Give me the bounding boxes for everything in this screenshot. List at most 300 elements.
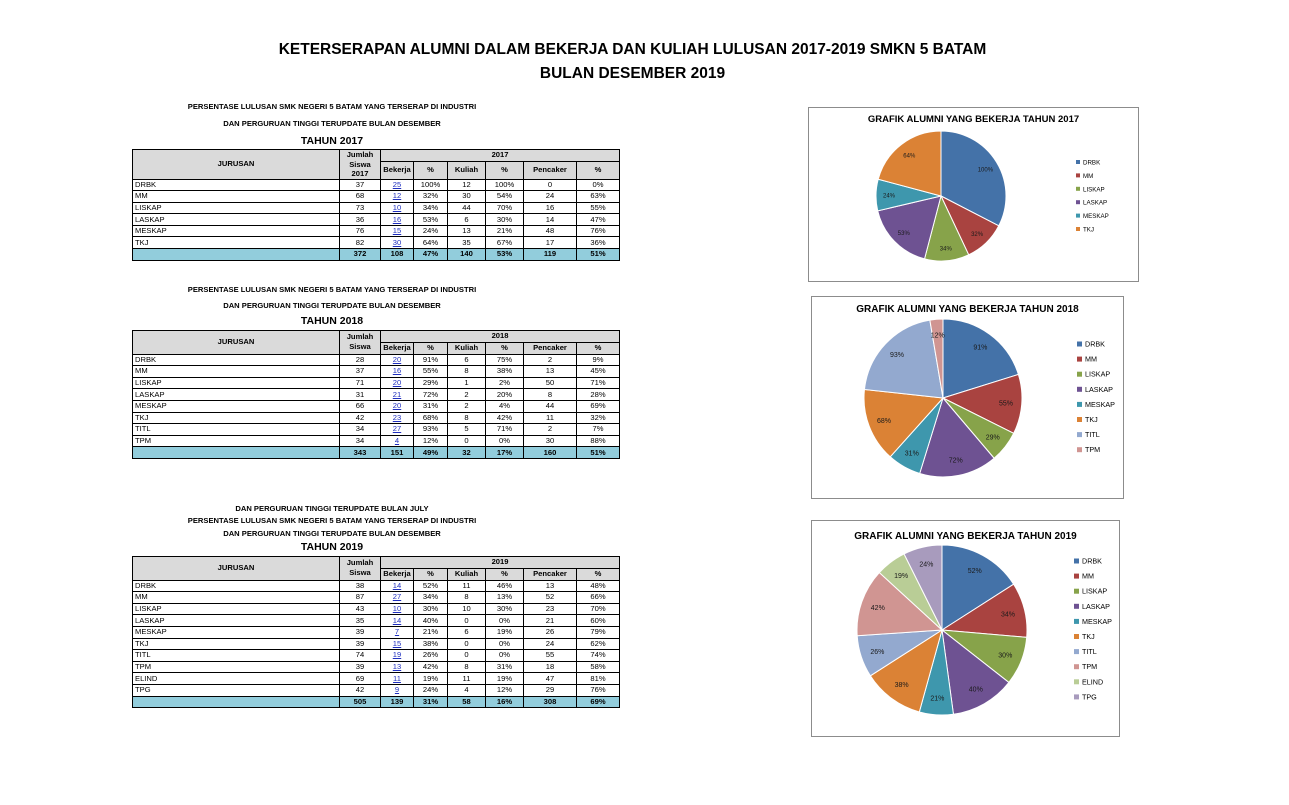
legend-swatch — [1076, 160, 1080, 164]
col-header-pct-bekerja: % — [414, 568, 448, 580]
table-row — [133, 412, 620, 424]
total-kuliah-cell: 140 — [448, 249, 486, 261]
table-row — [133, 638, 620, 650]
kuliah-cell: 0 — [448, 615, 486, 627]
table-header-row — [133, 331, 620, 343]
table-2019 — [132, 556, 620, 708]
jumlah-cell: 42 — [340, 684, 381, 696]
kuliah-cell: 6 — [448, 354, 486, 366]
jurusan-cell: DRBK — [133, 354, 340, 366]
pencaker-cell: 14 — [524, 214, 577, 226]
pct-kuliah-cell: 30% — [486, 603, 524, 615]
col-header-pct-pencaker: % — [577, 342, 620, 354]
section-2018-subtitle-1: PERSENTASE LULUSAN SMK NEGERI 5 BATAM YANG TERSERAP DI INDUSTRI — [187, 285, 477, 294]
table-row — [133, 580, 620, 592]
col-header-jumlah: Jumlah Siswa — [340, 331, 381, 355]
bekerja-link[interactable]: 11 — [381, 673, 414, 685]
kuliah-cell: 0 — [448, 638, 486, 650]
pie-slice-label: 24% — [882, 193, 896, 200]
pencaker-cell: 13 — [524, 580, 577, 592]
jumlah-cell: 66 — [340, 400, 381, 412]
total-bekerja-cell: 139 — [381, 696, 414, 708]
pie-slice-label: 91% — [973, 344, 988, 352]
pct-bekerja-cell: 52% — [414, 580, 448, 592]
legend-label: TPM — [1082, 662, 1098, 672]
jurusan-cell: MM — [133, 366, 340, 378]
page-title: KETERSERAPAN ALUMNI DALAM BEKERJA DAN KULIAH LULUSAN 2017-2019 SMKN 5 BATAM — [278, 41, 987, 58]
kuliah-cell: 4 — [448, 684, 486, 696]
jurusan-cell: LASKAP — [133, 214, 340, 226]
pct-kuliah-cell: 2% — [486, 377, 524, 389]
pct-kuliah-cell: 46% — [486, 580, 524, 592]
jumlah-cell: 36 — [340, 214, 381, 226]
legend-label: TKJ — [1085, 415, 1098, 424]
total-label-cell — [133, 249, 340, 261]
legend-label: LASKAP — [1083, 199, 1108, 207]
bekerja-link[interactable]: 16 — [381, 366, 414, 378]
jumlah-cell: 82 — [340, 237, 381, 249]
total-kuliah-cell: 58 — [448, 696, 486, 708]
jumlah-cell: 28 — [340, 354, 381, 366]
jumlah-cell: 43 — [340, 603, 381, 615]
pencaker-cell: 26 — [524, 626, 577, 638]
jumlah-cell: 35 — [340, 615, 381, 627]
jurusan-cell: TITL — [133, 424, 340, 436]
pct-pencaker-cell: 32% — [577, 412, 620, 424]
pie-slice-label: 30% — [998, 652, 1013, 660]
bekerja-link[interactable]: 20 — [381, 354, 414, 366]
jumlah-cell: 68 — [340, 191, 381, 203]
pencaker-cell: 50 — [524, 377, 577, 389]
table-row — [133, 650, 620, 662]
bekerja-link[interactable]: 30 — [381, 237, 414, 249]
pie-slice-label: 72% — [948, 457, 963, 465]
col-header-kuliah: Kuliah — [448, 161, 486, 179]
jumlah-cell: 39 — [340, 661, 381, 673]
jumlah-cell: 39 — [340, 638, 381, 650]
total-jumlah-cell: 505 — [340, 696, 381, 708]
pct-pencaker-cell: 66% — [577, 592, 620, 604]
pct-pencaker-cell: 45% — [577, 366, 620, 378]
col-header-pencaker: Pencaker — [524, 342, 577, 354]
bekerja-link[interactable]: 9 — [381, 684, 414, 696]
col-header-kuliah: Kuliah — [448, 342, 486, 354]
legend-swatch — [1074, 574, 1079, 579]
jurusan-cell: TKJ — [133, 412, 340, 424]
pie-slice-label: 12% — [930, 332, 945, 340]
bekerja-link[interactable]: 7 — [381, 626, 414, 638]
section-2017-year: TAHUN 2017 — [300, 135, 364, 147]
pct-bekerja-cell: 38% — [414, 638, 448, 650]
bekerja-link[interactable]: 14 — [381, 580, 414, 592]
pencaker-cell: 2 — [524, 354, 577, 366]
pencaker-cell: 44 — [524, 400, 577, 412]
jurusan-cell: LASKAP — [133, 389, 340, 401]
section-2019-subtitle-2: DAN PERGURUAN TINGGI TERUPDATE BULAN DESEMBER — [223, 529, 441, 538]
pie-slice-label: 100% — [977, 167, 994, 174]
pct-kuliah-cell: 38% — [486, 366, 524, 378]
kuliah-cell: 8 — [448, 661, 486, 673]
pct-pencaker-cell: 55% — [577, 202, 620, 214]
pct-bekerja-cell: 64% — [414, 237, 448, 249]
table-header-row — [133, 150, 620, 162]
chart-title: GRAFIK ALUMNI YANG BEKERJA TAHUN 2017 — [867, 114, 1080, 125]
pie-slice-label: 52% — [967, 567, 982, 575]
col-header-bekerja: Bekerja — [381, 568, 414, 580]
jurusan-cell: LISKAP — [133, 603, 340, 615]
table-row — [133, 389, 620, 401]
legend-swatch — [1077, 357, 1082, 362]
legend-label: ELIND — [1082, 677, 1104, 687]
pct-kuliah-cell: 21% — [486, 225, 524, 237]
legend-swatch — [1077, 432, 1082, 437]
col-header-bekerja: Bekerja — [381, 161, 414, 179]
bekerja-link[interactable]: 13 — [381, 661, 414, 673]
pencaker-cell: 30 — [524, 435, 577, 447]
pct-bekerja-cell: 42% — [414, 661, 448, 673]
table-row — [133, 225, 620, 237]
pie-slice-label: 19% — [894, 573, 909, 581]
pie-slice-label: 53% — [897, 230, 910, 237]
kuliah-cell: 6 — [448, 626, 486, 638]
pencaker-cell: 47 — [524, 673, 577, 685]
pct-bekerja-cell: 34% — [414, 592, 448, 604]
pct-pencaker-cell: 71% — [577, 377, 620, 389]
legend-label: TPG — [1082, 692, 1097, 702]
table-2017 — [132, 149, 620, 261]
pct-kuliah-cell: 0% — [486, 615, 524, 627]
bekerja-link[interactable]: 12 — [381, 191, 414, 203]
pct-pencaker-cell: 69% — [577, 400, 620, 412]
table-row — [133, 377, 620, 389]
total-kuliah-cell: 32 — [448, 447, 486, 459]
jumlah-cell: 34 — [340, 424, 381, 436]
pct-kuliah-cell: 0% — [486, 638, 524, 650]
pct-kuliah-cell: 19% — [486, 626, 524, 638]
legend-label: LISKAP — [1085, 369, 1111, 379]
total-pct-pencaker-cell: 51% — [577, 447, 620, 459]
bekerja-link[interactable]: 15 — [381, 638, 414, 650]
pie-slice-label: 68% — [876, 418, 892, 426]
table-row — [133, 202, 620, 214]
legend-swatch — [1074, 679, 1079, 684]
table-row — [133, 400, 620, 412]
col-header-pct-pencaker: % — [577, 161, 620, 179]
pencaker-cell: 18 — [524, 661, 577, 673]
legend-swatch — [1077, 417, 1082, 422]
total-label-cell — [133, 696, 340, 708]
total-pct-bekerja-cell: 31% — [414, 696, 448, 708]
legend-label: DRBK — [1082, 556, 1102, 566]
pct-bekerja-cell: 93% — [414, 424, 448, 436]
kuliah-cell: 10 — [448, 603, 486, 615]
pie-slice-label: 32% — [971, 231, 984, 238]
jumlah-cell: 42 — [340, 412, 381, 424]
chart-title: GRAFIK ALUMNI YANG BEKERJA TAHUN 2019 — [854, 531, 1077, 542]
pct-kuliah-cell: 71% — [486, 424, 524, 436]
col-header-bekerja: Bekerja — [381, 342, 414, 354]
pct-bekerja-cell: 12% — [414, 435, 448, 447]
table-row — [133, 615, 620, 627]
col-header-year: 2017 — [381, 150, 620, 162]
kuliah-cell: 11 — [448, 580, 486, 592]
legend-label: LISKAP — [1083, 186, 1105, 194]
chart-title: GRAFIK ALUMNI YANG BEKERJA TAHUN 2018 — [856, 304, 1079, 315]
pct-pencaker-cell: 9% — [577, 354, 620, 366]
bekerja-link[interactable]: 10 — [381, 202, 414, 214]
col-header-kuliah: Kuliah — [448, 568, 486, 580]
legend-swatch — [1076, 173, 1080, 177]
col-header-pct-kuliah: % — [486, 161, 524, 179]
col-header-pct-kuliah: % — [486, 342, 524, 354]
col-header-jurusan: JURUSAN — [133, 331, 340, 355]
bekerja-link[interactable]: 20 — [381, 377, 414, 389]
pct-kuliah-cell: 0% — [486, 650, 524, 662]
pie-slice-label: 38% — [894, 682, 909, 690]
legend-swatch — [1074, 589, 1079, 594]
pencaker-cell: 0 — [524, 179, 577, 191]
pie-slice-label: 24% — [919, 561, 934, 569]
total-bekerja-cell: 108 — [381, 249, 414, 261]
legend-swatch — [1074, 649, 1079, 654]
pie-chart-2017-svg — [809, 108, 1138, 281]
pct-kuliah-cell: 100% — [486, 179, 524, 191]
pct-bekerja-cell: 24% — [414, 684, 448, 696]
kuliah-cell: 8 — [448, 412, 486, 424]
legend-swatch — [1076, 227, 1080, 231]
legend-swatch — [1077, 447, 1082, 452]
pct-pencaker-cell: 70% — [577, 603, 620, 615]
total-pct-kuliah-cell: 17% — [486, 447, 524, 459]
pencaker-cell: 21 — [524, 615, 577, 627]
table-2018 — [132, 330, 620, 459]
pct-pencaker-cell: 88% — [577, 435, 620, 447]
bekerja-link[interactable]: 20 — [381, 400, 414, 412]
pct-kuliah-cell: 67% — [486, 237, 524, 249]
pct-pencaker-cell: 76% — [577, 684, 620, 696]
bekerja-link[interactable]: 4 — [381, 435, 414, 447]
jurusan-cell: TPG — [133, 684, 340, 696]
pencaker-cell: 48 — [524, 225, 577, 237]
table-row — [133, 237, 620, 249]
legend-label: MESKAP — [1082, 616, 1112, 626]
pie-slice-label: 64% — [903, 153, 916, 160]
pct-pencaker-cell: 47% — [577, 214, 620, 226]
pct-kuliah-cell: 54% — [486, 191, 524, 203]
bekerja-link[interactable]: 14 — [381, 615, 414, 627]
jumlah-cell: 73 — [340, 202, 381, 214]
legend-swatch — [1074, 619, 1079, 624]
pct-kuliah-cell: 19% — [486, 673, 524, 685]
col-header-pct-bekerja: % — [414, 342, 448, 354]
table-row — [133, 214, 620, 226]
jurusan-cell: TPM — [133, 435, 340, 447]
legend-label: TITL — [1085, 430, 1100, 440]
bekerja-link[interactable]: 16 — [381, 214, 414, 226]
legend-swatch — [1077, 372, 1082, 377]
kuliah-cell: 8 — [448, 366, 486, 378]
total-pencaker-cell: 160 — [524, 447, 577, 459]
col-header-year: 2019 — [381, 557, 620, 569]
legend-swatch — [1077, 387, 1082, 392]
jurusan-cell: TITL — [133, 650, 340, 662]
chart-2019 — [811, 520, 1120, 737]
jumlah-cell: 31 — [340, 389, 381, 401]
jumlah-cell: 37 — [340, 366, 381, 378]
bekerja-link[interactable]: 25 — [381, 179, 414, 191]
table-row — [133, 191, 620, 203]
legend-swatch — [1076, 187, 1080, 191]
pie-slice-label: 93% — [889, 352, 905, 360]
legend-swatch — [1076, 200, 1080, 204]
jurusan-cell: TPM — [133, 661, 340, 673]
total-label-cell — [133, 447, 340, 459]
section-2017-subtitle-2: DAN PERGURUAN TINGGI TERUPDATE BULAN DESEMBER — [223, 119, 441, 128]
table-header-row — [133, 557, 620, 569]
pencaker-cell: 24 — [524, 191, 577, 203]
pie-slice-label: 31% — [904, 450, 919, 458]
col-header-pencaker: Pencaker — [524, 161, 577, 179]
table-row — [133, 673, 620, 685]
jumlah-cell: 69 — [340, 673, 381, 685]
total-pct-bekerja-cell: 47% — [414, 249, 448, 261]
pct-bekerja-cell: 19% — [414, 673, 448, 685]
pencaker-cell: 16 — [524, 202, 577, 214]
pct-pencaker-cell: 36% — [577, 237, 620, 249]
pct-kuliah-cell: 70% — [486, 202, 524, 214]
total-row — [133, 447, 620, 459]
bekerja-link[interactable]: 27 — [381, 424, 414, 436]
col-header-year: 2018 — [381, 331, 620, 343]
total-row — [133, 249, 620, 261]
kuliah-cell: 0 — [448, 650, 486, 662]
bekerja-link[interactable]: 10 — [381, 603, 414, 615]
pct-pencaker-cell: 48% — [577, 580, 620, 592]
kuliah-cell: 1 — [448, 377, 486, 389]
jurusan-cell: LISKAP — [133, 202, 340, 214]
pie-slice-label: 26% — [870, 648, 885, 656]
table-row — [133, 626, 620, 638]
bekerja-link[interactable]: 19 — [381, 650, 414, 662]
jurusan-cell: MESKAP — [133, 400, 340, 412]
table-row — [133, 424, 620, 436]
jurusan-cell: TKJ — [133, 638, 340, 650]
pie-chart-2018-svg — [812, 297, 1123, 498]
jurusan-cell: MESKAP — [133, 626, 340, 638]
table-row — [133, 684, 620, 696]
pct-bekerja-cell: 55% — [414, 366, 448, 378]
pie-slice-label: 34% — [939, 246, 952, 253]
pct-kuliah-cell: 31% — [486, 661, 524, 673]
kuliah-cell: 2 — [448, 400, 486, 412]
kuliah-cell: 5 — [448, 424, 486, 436]
pct-kuliah-cell: 0% — [486, 435, 524, 447]
kuliah-cell: 35 — [448, 237, 486, 249]
table-row — [133, 661, 620, 673]
pct-kuliah-cell: 30% — [486, 214, 524, 226]
kuliah-cell: 11 — [448, 673, 486, 685]
section-2018-subtitle-2: DAN PERGURUAN TINGGI TERUPDATE BULAN DESEMBER — [223, 301, 441, 310]
col-header-jumlah: Jumlah Siswa 2017 — [340, 150, 381, 180]
jumlah-cell: 87 — [340, 592, 381, 604]
pencaker-cell: 13 — [524, 366, 577, 378]
table-row — [133, 354, 620, 366]
kuliah-cell: 8 — [448, 592, 486, 604]
legend-label: TKJ — [1082, 632, 1095, 641]
pie-chart-2019-svg — [812, 521, 1119, 736]
col-header-jurusan: JURUSAN — [133, 557, 340, 581]
legend-swatch — [1074, 604, 1079, 609]
col-header-pct-bekerja: % — [414, 161, 448, 179]
pencaker-cell: 11 — [524, 412, 577, 424]
pie-slice-label: 29% — [985, 434, 1000, 442]
section-2018-year: TAHUN 2018 — [300, 315, 364, 327]
legend-swatch — [1074, 694, 1079, 699]
legend-swatch — [1077, 342, 1082, 347]
legend-label: MM — [1083, 172, 1094, 180]
legend-label: LASKAP — [1082, 601, 1110, 611]
pct-kuliah-cell: 4% — [486, 400, 524, 412]
pie-slice-label: 40% — [968, 686, 983, 694]
section-2019-subtitle-1: PERSENTASE LULUSAN SMK NEGERI 5 BATAM YANG TERSERAP DI INDUSTRI — [187, 516, 477, 525]
legend-label: LASKAP — [1085, 384, 1113, 394]
total-pencaker-cell: 119 — [524, 249, 577, 261]
legend-swatch — [1074, 634, 1079, 639]
pencaker-cell: 29 — [524, 684, 577, 696]
kuliah-cell: 6 — [448, 214, 486, 226]
total-pct-pencaker-cell: 51% — [577, 249, 620, 261]
pencaker-cell: 55 — [524, 650, 577, 662]
pct-bekerja-cell: 91% — [414, 354, 448, 366]
bekerja-link[interactable]: 27 — [381, 592, 414, 604]
pct-pencaker-cell: 7% — [577, 424, 620, 436]
legend-label: MM — [1085, 354, 1097, 364]
jurusan-cell: ELIND — [133, 673, 340, 685]
pct-kuliah-cell: 12% — [486, 684, 524, 696]
kuliah-cell: 44 — [448, 202, 486, 214]
pct-pencaker-cell: 79% — [577, 626, 620, 638]
section-2017-subtitle-1: PERSENTASE LULUSAN SMK NEGERI 5 BATAM YANG TERSERAP DI INDUSTRI — [187, 102, 477, 111]
pct-pencaker-cell: 62% — [577, 638, 620, 650]
pct-pencaker-cell: 60% — [577, 615, 620, 627]
page-subtitle: BULAN DESEMBER 2019 — [539, 65, 726, 82]
bekerja-link[interactable]: 15 — [381, 225, 414, 237]
pencaker-cell: 8 — [524, 389, 577, 401]
legend-label: MESKAP — [1085, 399, 1115, 409]
pct-pencaker-cell: 0% — [577, 179, 620, 191]
bekerja-link[interactable]: 21 — [381, 389, 414, 401]
pct-bekerja-cell: 29% — [414, 377, 448, 389]
col-header-pencaker: Pencaker — [524, 568, 577, 580]
pct-bekerja-cell: 24% — [414, 225, 448, 237]
table-row — [133, 179, 620, 191]
bekerja-link[interactable]: 23 — [381, 412, 414, 424]
pct-bekerja-cell: 21% — [414, 626, 448, 638]
legend-swatch — [1074, 664, 1079, 669]
pie-slice-label: 55% — [998, 400, 1014, 408]
pct-pencaker-cell: 81% — [577, 673, 620, 685]
legend-swatch — [1076, 214, 1080, 218]
legend-label: MM — [1082, 571, 1094, 581]
jurusan-cell: MM — [133, 191, 340, 203]
total-pct-kuliah-cell: 53% — [486, 249, 524, 261]
legend-label: MESKAP — [1083, 213, 1109, 221]
pct-kuliah-cell: 20% — [486, 389, 524, 401]
kuliah-cell: 12 — [448, 179, 486, 191]
total-jumlah-cell: 343 — [340, 447, 381, 459]
total-pencaker-cell: 308 — [524, 696, 577, 708]
pencaker-cell: 23 — [524, 603, 577, 615]
